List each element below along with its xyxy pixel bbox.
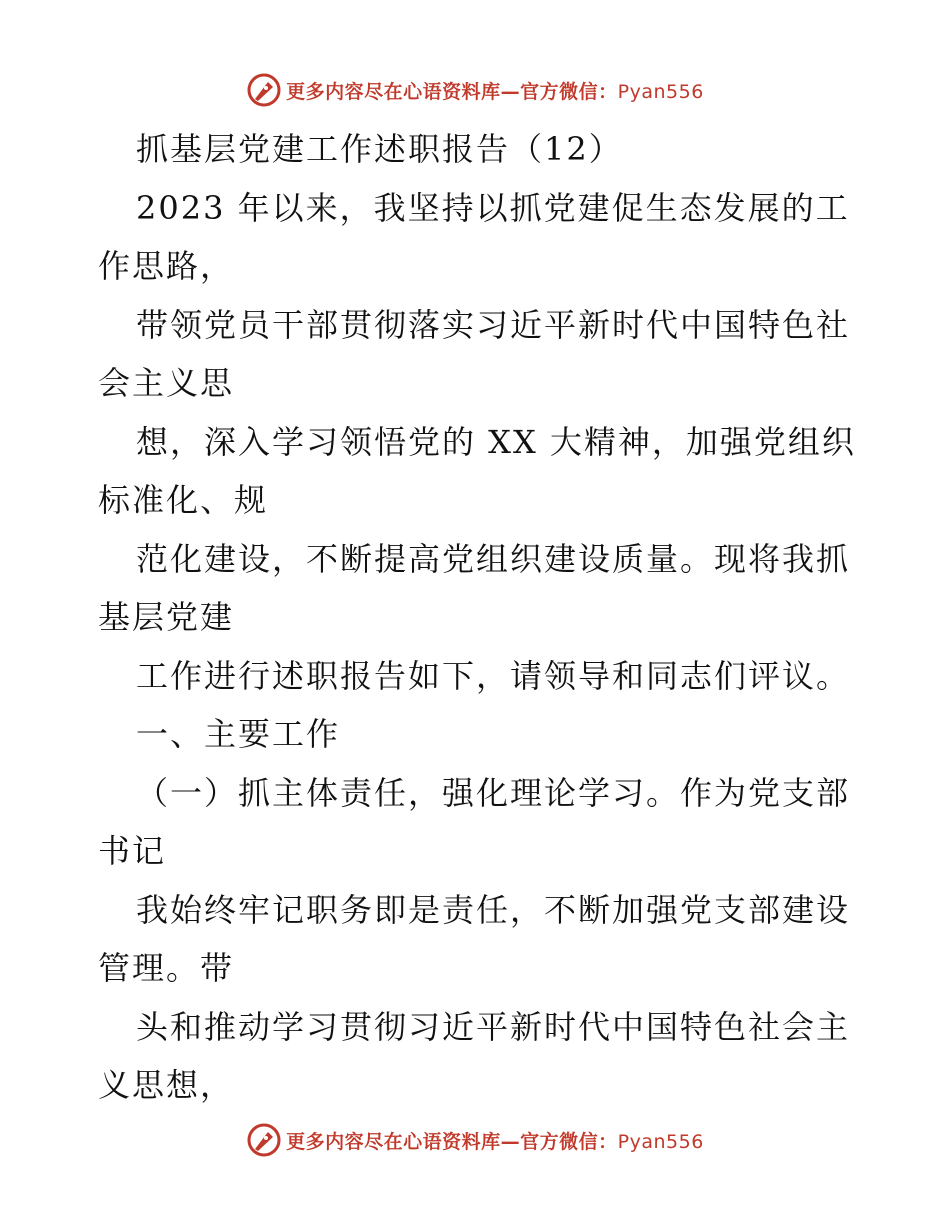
text-line: 2023 年以来，我坚持以抓党建促生态发展的工 <box>136 188 850 227</box>
text-line: 想，深入学习领悟党的 XX 大精神，加强党组织 <box>136 422 856 461</box>
text-line: 书记 <box>98 832 167 870</box>
text-line: （一）抓主体责任，强化理论学习。作为党支部 <box>136 773 851 812</box>
watermark-handle: Pyan556 <box>617 1130 704 1153</box>
text-line: 义思想， <box>98 1066 235 1104</box>
text-line: 范化建设，不断提高党组织建设质量。现将我抓 <box>136 539 851 578</box>
text-line: 工作进行述职报告如下，请领导和同志们评议。 <box>136 656 851 695</box>
text-line: 头和推动学习贯彻习近平新时代中国特色社会主 <box>136 1007 851 1046</box>
text-line: 会主义思 <box>98 364 235 402</box>
header-watermark <box>0 70 950 110</box>
document-title: 抓基层党建工作述职报告（12） <box>136 130 623 168</box>
text-line: 基层党建 <box>98 598 235 636</box>
text-line: 我始终牢记职务即是责任，不断加强党支部建设 <box>136 890 851 929</box>
text-line: 作思路， <box>98 247 235 285</box>
document-paragraphs <box>98 179 854 1115</box>
text-line: 一、主要工作 <box>136 715 341 753</box>
text-line: 标准化、规 <box>98 481 269 519</box>
pen-nib-logo-icon <box>246 1122 282 1158</box>
watermark-text: 更多内容尽在心语资料库—官方微信：Pyan556 <box>286 1130 704 1153</box>
watermark-text: 更多内容尽在心语资料库—官方微信：Pyan556 <box>286 80 704 103</box>
pen-nib-logo-icon <box>246 72 282 108</box>
watermark-handle: Pyan556 <box>617 80 704 103</box>
document-body <box>98 120 854 1115</box>
text-line: 管理。带 <box>98 949 235 987</box>
text-line: 带领党员干部贯彻落实习近平新时代中国特色社 <box>136 305 851 344</box>
footer-watermark <box>0 1120 950 1160</box>
